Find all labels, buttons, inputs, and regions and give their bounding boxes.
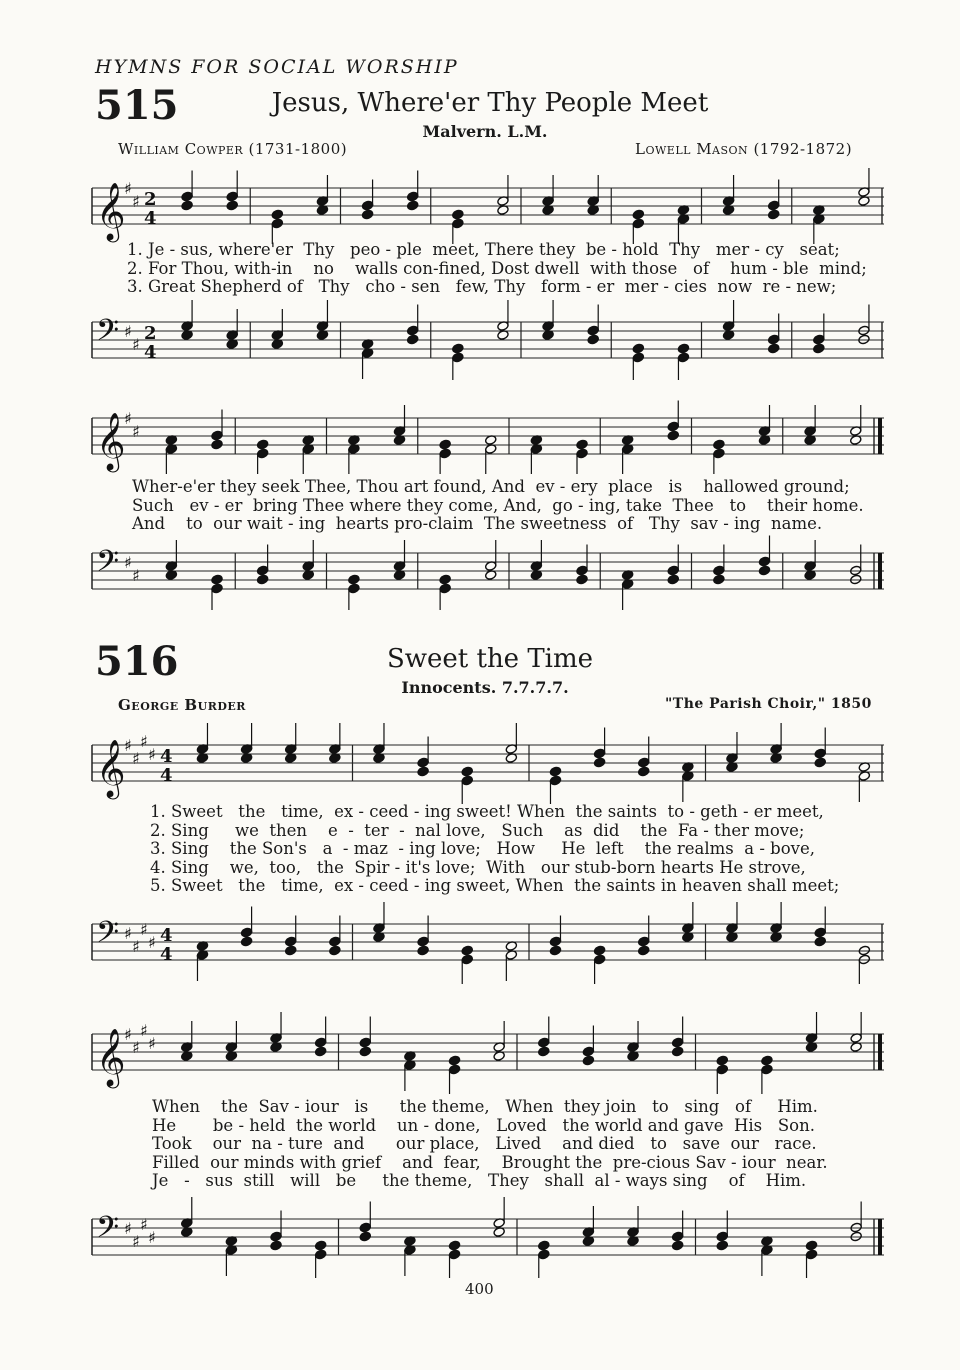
sharp-icon: ♯ <box>132 1232 140 1251</box>
note-head <box>813 343 825 354</box>
note-head <box>593 748 605 759</box>
bass-staff <box>90 900 886 984</box>
lyric-line: 3. Sing the Son's a - maz - ing love; How He left the realms a - bove, <box>150 839 815 858</box>
bass-clef-icon: 𝄢 <box>96 545 120 586</box>
note-head <box>814 748 826 759</box>
note-head <box>439 439 451 450</box>
hymn-title: Jesus, Where'er Thy People Meet <box>271 88 709 118</box>
treble-staff <box>90 722 886 804</box>
note-head <box>271 218 283 229</box>
note-head <box>638 757 650 768</box>
note-head <box>805 1249 817 1260</box>
note-head <box>582 1055 594 1066</box>
sharp-icon: ♯ <box>140 920 148 939</box>
sharp-icon: ♯ <box>132 749 140 768</box>
note-head <box>211 583 223 594</box>
sharp-icon: ♯ <box>148 1034 156 1053</box>
note-head <box>240 927 252 938</box>
note-head <box>240 936 252 947</box>
note-head <box>461 954 473 965</box>
note-head <box>671 1240 683 1251</box>
lyric-line: Took our na - ture and our place, Lived and died to save our race. <box>152 1134 817 1153</box>
note-head <box>285 936 297 947</box>
note-head <box>667 421 679 432</box>
bass-staff <box>90 1196 886 1278</box>
note-head <box>256 574 268 585</box>
note-head <box>638 766 650 777</box>
note-head <box>671 1231 683 1242</box>
lyric-line: 1. Sweet the time, ex - ceed - ing sweet! When the saints to - geth - er meet, <box>150 802 824 821</box>
hymn-title: Sweet the Time <box>386 644 594 674</box>
note-head <box>713 448 725 459</box>
lyric-line: Such ev - er bring Thee where they come, And, go - ing, take Thee to their home. <box>132 495 864 515</box>
note-head <box>181 191 193 202</box>
note-head <box>270 1240 282 1251</box>
bass-clef-icon: 𝄢 <box>96 1211 120 1252</box>
lyric-line: 2. For Thou, with-in no walls con-fined, Dost dwell with those of hum - ble mind; <box>127 258 867 278</box>
note-head <box>226 200 238 211</box>
lyric-line: 2. Sing we then e - ter - nal love, Such as did the Fa - ther move; <box>150 820 805 840</box>
note-head <box>677 343 689 354</box>
sharp-icon: ♯ <box>132 335 140 354</box>
time-signature-bottom: 4 <box>144 208 157 229</box>
note-head <box>671 1046 683 1057</box>
note-head <box>417 766 429 777</box>
sharp-icon: ♯ <box>124 553 132 572</box>
note-head <box>632 343 644 354</box>
note-head <box>814 757 826 768</box>
lyrics-block <box>132 478 864 534</box>
lyric-line: Filled our minds with grief and fear, Brought the pre-cious Sav - iour near. <box>152 1152 828 1172</box>
lyric-line: When the Sav - iour is the theme, When they join to sing of Him. <box>152 1097 818 1116</box>
note-head <box>768 209 780 220</box>
note-head <box>256 439 268 450</box>
note-head <box>576 448 588 459</box>
note-head <box>285 945 297 956</box>
note-head <box>359 1222 371 1233</box>
tune-name: Innocents. 7.7.7.7. <box>401 678 569 697</box>
sharp-icon: ♯ <box>124 1025 132 1044</box>
note-head <box>593 954 605 965</box>
note-head <box>439 574 451 585</box>
note-head <box>361 209 373 220</box>
lyrics-block <box>152 1098 828 1191</box>
note-head <box>359 1046 371 1057</box>
page-number: 400 <box>465 1280 494 1298</box>
note-head <box>677 352 689 363</box>
note-head <box>667 565 679 576</box>
tune-name: Malvern. L.M. <box>422 122 548 141</box>
note-head <box>813 334 825 345</box>
hymn-number: 516 <box>95 638 179 685</box>
note-head <box>407 191 419 202</box>
time-signature-top: 4 <box>160 746 173 767</box>
composer-credit: "The Parish Choir," 1850 <box>665 696 872 712</box>
note-head <box>448 1064 460 1075</box>
treble-clef-icon: 𝄞 <box>96 739 126 797</box>
note-head <box>576 574 588 585</box>
note-head <box>768 334 780 345</box>
sharp-icon: ♯ <box>124 179 132 198</box>
note-head <box>768 343 780 354</box>
note-head <box>452 218 464 229</box>
author-credit: William Cowper (1731-1800) <box>118 140 348 158</box>
note-head <box>256 448 268 459</box>
note-head <box>211 430 223 441</box>
sharp-icon: ♯ <box>124 924 132 943</box>
author-credit: George Burder <box>118 696 246 714</box>
note-head <box>549 775 561 786</box>
note-head <box>329 945 341 956</box>
note-head <box>407 325 419 336</box>
sharp-icon: ♯ <box>132 937 140 956</box>
lyric-line: 4. Sing we, too, the Spir - it's love; With our stub-born hearts He strove, <box>150 857 806 877</box>
note-head <box>713 439 725 450</box>
note-head <box>439 448 451 459</box>
note-head <box>329 936 341 947</box>
lyric-line: And to our wait - ing hearts pro-claim The sweetness of Thy sav - ing name. <box>132 514 823 533</box>
note-head <box>452 352 464 363</box>
note-head <box>716 1231 728 1242</box>
sharp-icon: ♯ <box>124 322 132 341</box>
note-head <box>587 325 599 336</box>
note-head <box>761 1055 773 1066</box>
note-head <box>211 439 223 450</box>
sharp-icon: ♯ <box>132 422 140 441</box>
note-head <box>314 1046 326 1057</box>
note-head <box>716 1055 728 1066</box>
note-head <box>576 439 588 450</box>
note-head <box>417 757 429 768</box>
note-head <box>461 766 473 777</box>
time-signature-top: 4 <box>160 925 173 946</box>
note-head <box>359 1231 371 1242</box>
note-head <box>448 1240 460 1251</box>
note-head <box>256 565 268 576</box>
sharp-icon: ♯ <box>148 933 156 952</box>
bass-clef-icon: 𝄢 <box>96 916 120 957</box>
note-head <box>270 1231 282 1242</box>
bass-clef-icon: 𝄢 <box>96 314 120 355</box>
sharp-icon: ♯ <box>148 1228 156 1247</box>
note-head <box>452 209 464 220</box>
note-head <box>359 1037 371 1048</box>
time-signature-bottom: 4 <box>160 944 173 965</box>
note-head <box>461 945 473 956</box>
note-head <box>814 936 826 947</box>
lyric-line: Je - sus still will be the theme, They shall al - ways sing of Him. <box>152 1171 807 1190</box>
note-head <box>713 565 725 576</box>
treble-staff <box>90 1010 886 1094</box>
time-signature-bottom: 4 <box>144 342 157 363</box>
note-head <box>758 556 770 567</box>
sharp-icon: ♯ <box>140 1021 148 1040</box>
note-head <box>814 927 826 938</box>
sharp-icon: ♯ <box>124 736 132 755</box>
sharp-icon: ♯ <box>124 1219 132 1238</box>
note-head <box>361 200 373 211</box>
time-signature-bottom: 4 <box>160 765 173 786</box>
note-head <box>805 1240 817 1251</box>
note-head <box>348 583 360 594</box>
bass-staff <box>90 300 886 380</box>
note-head <box>271 209 283 220</box>
note-head <box>314 1037 326 1048</box>
note-head <box>549 766 561 777</box>
hymn-number: 515 <box>95 82 179 129</box>
note-head <box>538 1240 550 1251</box>
note-head <box>761 1064 773 1075</box>
bass-staff <box>90 532 886 610</box>
note-head <box>758 565 770 576</box>
note-head <box>632 218 644 229</box>
note-head <box>632 352 644 363</box>
treble-clef-icon: 𝄞 <box>96 1028 126 1086</box>
note-head <box>671 1037 683 1048</box>
note-head <box>768 200 780 211</box>
note-head <box>582 1046 594 1057</box>
note-head <box>587 334 599 345</box>
lyric-line: 5. Sweet the time, ex - ceed - ing sweet, When the saints in heaven shall meet; <box>150 876 840 895</box>
note-head <box>226 191 238 202</box>
note-head <box>593 757 605 768</box>
treble-clef-icon: 𝄞 <box>96 182 126 240</box>
lyrics-block <box>127 241 867 297</box>
note-head <box>439 583 451 594</box>
sharp-icon: ♯ <box>140 732 148 751</box>
note-head <box>211 574 223 585</box>
note-head <box>407 334 419 345</box>
note-head <box>538 1249 550 1260</box>
note-head <box>461 775 473 786</box>
note-head <box>407 200 419 211</box>
note-head <box>538 1046 550 1057</box>
note-head <box>538 1037 550 1048</box>
note-head <box>549 936 561 947</box>
note-head <box>716 1064 728 1075</box>
note-head <box>448 1249 460 1260</box>
time-signature-top: 2 <box>144 323 157 344</box>
note-head <box>417 936 429 947</box>
sharp-icon: ♯ <box>132 192 140 211</box>
note-head <box>314 1249 326 1260</box>
note-head <box>667 430 679 441</box>
note-head <box>417 945 429 956</box>
note-head <box>667 574 679 585</box>
lyric-line: Wher-e'er they seek Thee, Thou art found, And ev - ery place is hallowed ground; <box>132 477 850 496</box>
note-head <box>314 1240 326 1251</box>
treble-clef-icon: 𝄞 <box>96 412 126 470</box>
note-head <box>576 565 588 576</box>
sharp-icon: ♯ <box>148 745 156 764</box>
composer-credit: Lowell Mason (1792-1872) <box>635 140 853 158</box>
note-head <box>632 209 644 220</box>
treble-staff <box>90 168 886 244</box>
note-head <box>448 1055 460 1066</box>
sharp-icon: ♯ <box>132 1038 140 1057</box>
note-head <box>638 936 650 947</box>
running-head: HYMNS FOR SOCIAL WORSHIP <box>95 56 459 78</box>
note-head <box>181 200 193 211</box>
note-head <box>452 343 464 354</box>
note-head <box>638 945 650 956</box>
lyric-line: 1. Je - sus, where'er Thy peo - ple meet, There they be - hold Thy mer - cy seat; <box>127 240 840 259</box>
note-head <box>348 574 360 585</box>
note-head <box>716 1240 728 1251</box>
lyric-line: 3. Great Shepherd of Thy cho - sen few, Thy form - er mer - cies now re - new; <box>127 277 837 296</box>
note-head <box>593 945 605 956</box>
time-signature-top: 2 <box>144 189 157 210</box>
treble-staff <box>90 398 886 474</box>
sharp-icon: ♯ <box>140 1215 148 1234</box>
note-head <box>713 574 725 585</box>
note-head <box>549 945 561 956</box>
sharp-icon: ♯ <box>132 566 140 585</box>
lyrics-block <box>150 803 839 896</box>
sharp-icon: ♯ <box>124 409 132 428</box>
lyric-line: He be - held the world un - done, Loved the world and gave His Son. <box>152 1115 815 1135</box>
